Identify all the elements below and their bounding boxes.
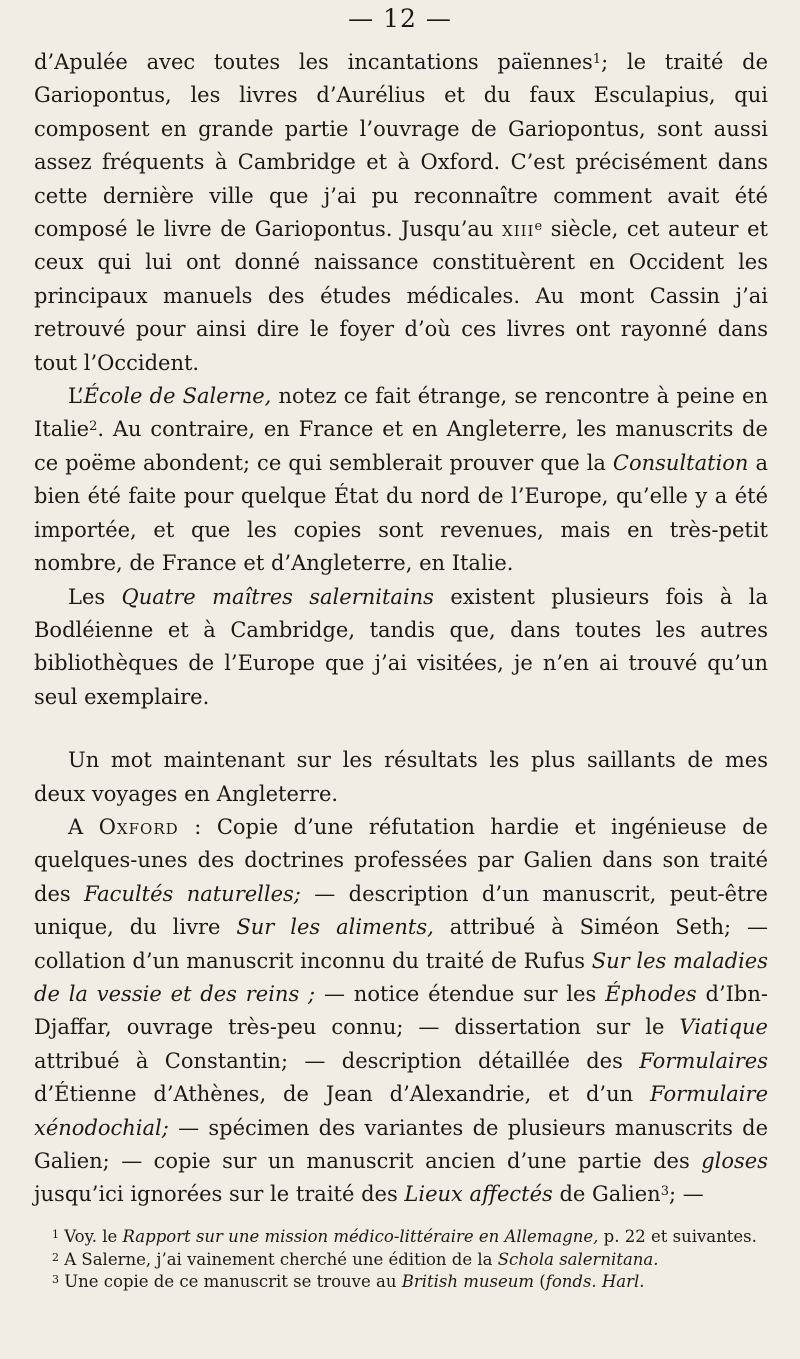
italic-text: Schola salernitana. [497, 1249, 659, 1269]
italic-text: Éphodes [605, 981, 697, 1006]
text-run: notez ce fait étrange, se rencontre à peine en Italie [34, 384, 768, 442]
text-run: attribué à Constantin; — description détaillée des [34, 1048, 640, 1073]
italic-text: Consultation [612, 450, 749, 475]
body-text [34, 46, 768, 1212]
italic-text: Lieux affectés [404, 1182, 553, 1207]
paragraph [34, 811, 768, 1212]
text-run: Les [68, 584, 122, 609]
text-run: ; — [668, 1182, 704, 1207]
italic-text: British museum [401, 1272, 535, 1291]
text-run: ( [534, 1272, 546, 1291]
paragraph [34, 380, 768, 580]
text-run: siècle, cet auteur et ceux qui lui ont donné naissance constituèrent en Occident les principaux manuels des études médicales. Au mont Cassin j’ai retrouvé pour ainsi dire le foyer d’où ces livres ont rayonné dans tout l’Occident. [34, 217, 768, 375]
text-run: Un mot maintenant sur les résultats les plus saillants de mes deux voyages en Angleterre. [34, 748, 768, 806]
text-run: ; le traité de Gariopontus, les livres d’Aurélius et du faux Esculapius, qui composent en grande partie l’ouvrage de Gariopontus, sont aussi assez fréquents à Cambridge et à Oxford. C’est précisément dans cette dernière ville que j’ai pu reconnaître comment avait été composé le livre de Gariopontus. Jusqu’au [34, 50, 768, 242]
text-run: d’Étienne d’Athènes, de Jean d’Alexandrie, et d’un [34, 1082, 651, 1107]
footnote [34, 1271, 768, 1294]
text-run: Voy. le [59, 1227, 123, 1246]
italic-text: Formulaires [639, 1048, 768, 1073]
paragraph [34, 46, 768, 380]
text-run: A Salerne, j’ai vainement cherché une édition de la [59, 1249, 498, 1269]
paragraph [34, 581, 768, 715]
text-run: . Au contraire, en France et en Angleterre, les manuscrits de ce poëme abondent; ce qui semblerait prouver que la [34, 417, 768, 475]
text-run: d’Ibn-Djaffar, ouvrage très-peu connu; — dissertation sur le [34, 981, 768, 1040]
italic-text: École de Salerne, [83, 384, 272, 409]
text-run: L’ [68, 384, 84, 409]
italic-text: Viatique [679, 1015, 768, 1040]
paragraph [34, 744, 768, 811]
footnote [34, 1226, 768, 1249]
italic-text: Quatre maîtres salernitains [121, 584, 434, 609]
text-run: A [68, 814, 99, 839]
text-run: — description d’un manuscrit, peut-être unique, du livre [34, 881, 768, 940]
text-run: a bien été faite pour quelque État du nord de l’Europe, qu’elle y a été importée, et que les copies sont revenues, mais en très-petit nombre, de France et d’Angleterre, en Italie. [34, 450, 768, 576]
text-run: attribué à Siméon Seth; — collation d’un manuscrit inconnu du traité de Rufus [34, 915, 768, 973]
text-run: : Copie d’une réfutation hardie et ingénieuse de quelques-unes des doctrines professées par Galien dans son traité des [34, 814, 768, 906]
footnote-marker: 1 [592, 52, 602, 67]
small-caps-text: Oxford [98, 814, 179, 839]
text-run: jusqu’ici ignorées sur le traité des [34, 1182, 405, 1207]
footnote-marker: 2 [89, 419, 98, 435]
text-run: d’Apulée avec toutes les incantations païennes [34, 50, 593, 74]
italic-text: Sur les aliments, [236, 915, 434, 940]
italic-text: Formulaire xénodochial; [34, 1082, 768, 1140]
footnote-marker: 1 [52, 1228, 59, 1241]
text-run: Une copie de ce manuscrit se trouve au [59, 1272, 402, 1291]
text-run: de Galien [552, 1182, 661, 1207]
italic-text: Rapport sur une mission médico-littéraire en Allemagne, [122, 1227, 599, 1246]
small-caps-text: xiii [502, 217, 535, 242]
text-run: — spécimen des variantes de plusieurs manuscrits de Galien; — copie sur un manuscrit ancien d’une partie des [34, 1115, 768, 1173]
footnote [34, 1249, 768, 1272]
footnote-marker: e [534, 219, 543, 235]
page-number: — 12 — [348, 4, 452, 33]
footnote-marker: 2 [52, 1250, 59, 1264]
italic-text: Sur les maladies de la vessie et des reins ; [34, 948, 769, 1006]
text-run: p. 22 et suivantes. [598, 1227, 757, 1246]
text-run: existent plusieurs fois à la Bodléienne et à Cambridge, tandis que, dans toutes les autres bibliothèques de l’Europe que j’ai visitées, je n’en ai trouvé qu’un seul exemplaire. [34, 584, 769, 709]
italic-text: gloses [701, 1149, 768, 1173]
text-run: — notice étendue sur les [315, 981, 606, 1006]
footnote-marker: 3 [52, 1273, 59, 1286]
italic-text: Facultés naturelles; [84, 881, 301, 906]
footnotes [34, 1226, 768, 1294]
footnote-marker: 3 [660, 1184, 669, 1200]
italic-text: fonds. Harl. [545, 1272, 645, 1291]
